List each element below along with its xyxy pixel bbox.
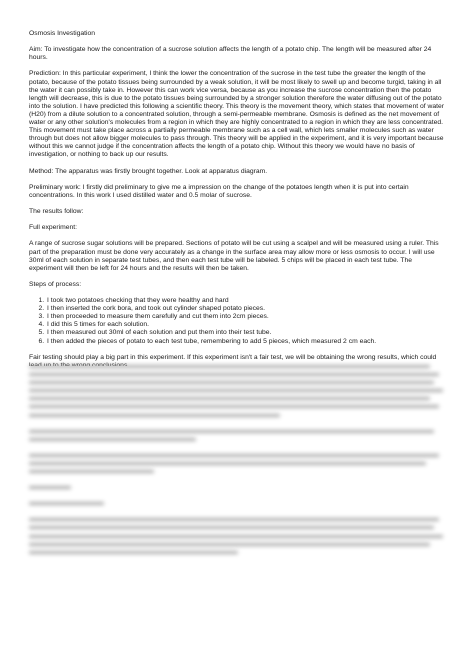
aim-paragraph: Aim: To investigate how the concentration of a sucrose solution affects the length of a potato chip. The length will be measured after 24 hours. (29, 46, 432, 62)
sucrose-paragraph: A range of sucrose sugar solutions will be prepared. Sections of potato will be cut using a scalpel and will be measured using a ruler. This part of the preparation must be done very accurately as a change in the surface area may allow more or less osmosis to occur. I will use 30ml of each solution in separate test tubes, and then each test tube will be labeled. 5 chips will be placed in each test tube. The experiment will then be left for 24 hours and the results will then be taken. (29, 240, 439, 272)
step-item: 6. I then added the pieces of potato to each test tube, remembering to add 5 pieces, which measured 2 cm each. (46, 338, 447, 346)
steps-list (29, 297, 447, 346)
document-title: Osmosis Investigation (29, 30, 96, 37)
steps-heading: Steps of process: (29, 280, 82, 288)
step-item: 4. I did this 5 times for each solution. (46, 321, 447, 329)
document-page (29, 30, 447, 354)
method-paragraph: Method: The apparatus was firstly brought together. Look at apparatus diagram. (29, 167, 268, 175)
preliminary-paragraph: Preliminary work: I firstly did preliminary to give me a impression on the change of the potatoes length when it is put into certain concentrations. In this work I used distilled water and 0.5 molar of sucrose. (29, 183, 409, 199)
results-follow-label: The results follow: (29, 208, 84, 216)
full-experiment-label: Full experiment: (29, 224, 78, 232)
step-item: 5. I then measured out 30ml of each solution and put them into their test tube. (46, 329, 447, 337)
step-item: 1. I took two potatoes checking that they were healthy and hard (46, 297, 447, 305)
fair-test-paragraph: Fair testing should play a big part in this experiment. If this experiment isn't a fair test, we will be obtaining the wrong results, which could (29, 354, 437, 361)
step-item: 3. I then proceeded to measure them carefully and cut them into 2cm pieces. (46, 313, 447, 321)
blurred-preview-region (29, 365, 447, 595)
prediction-paragraph: Prediction: In this particular experiment, I think the lower the concentration of the sucrose in the test tube the greater the length of the potato, because of the potato tissues being surrounded by a weak solution, it will be most likely to swell up and become turgid, taking in all the water it can possibly take in. However this can work vice versa, because as you increase the sucrose concentration then the potato length will decrease, this is due to the potato tissues being surrounded by a stronger solution therefore the water diffusing out of the potato into the solution. I have predicted this following a scientific theory. This theory is the movement theory, which states that movement of water (H20) from a dilute solution to a concentrated solution, through a semi-permeable membrane. Osmosis is defined as the net movement of water or any other solution's molecules from a region in which they are highly concentrated to a region in which they are less concentrated. This movement must take place across a partially permeable membrane such as a cell wall, which lets smaller molecules such as water through but does not allow bigger molecules to pass through. This theory will be applied in the experiment, and it is very important because without this we cannot judge if the concentration affects the length of a potato chip. Without this theory we would have no basis of investigation, or nothing to back up our results. (29, 70, 444, 159)
step-item: 2. I then inserted the cork bora, and took out cylinder shaped potato pieces. (46, 305, 447, 313)
